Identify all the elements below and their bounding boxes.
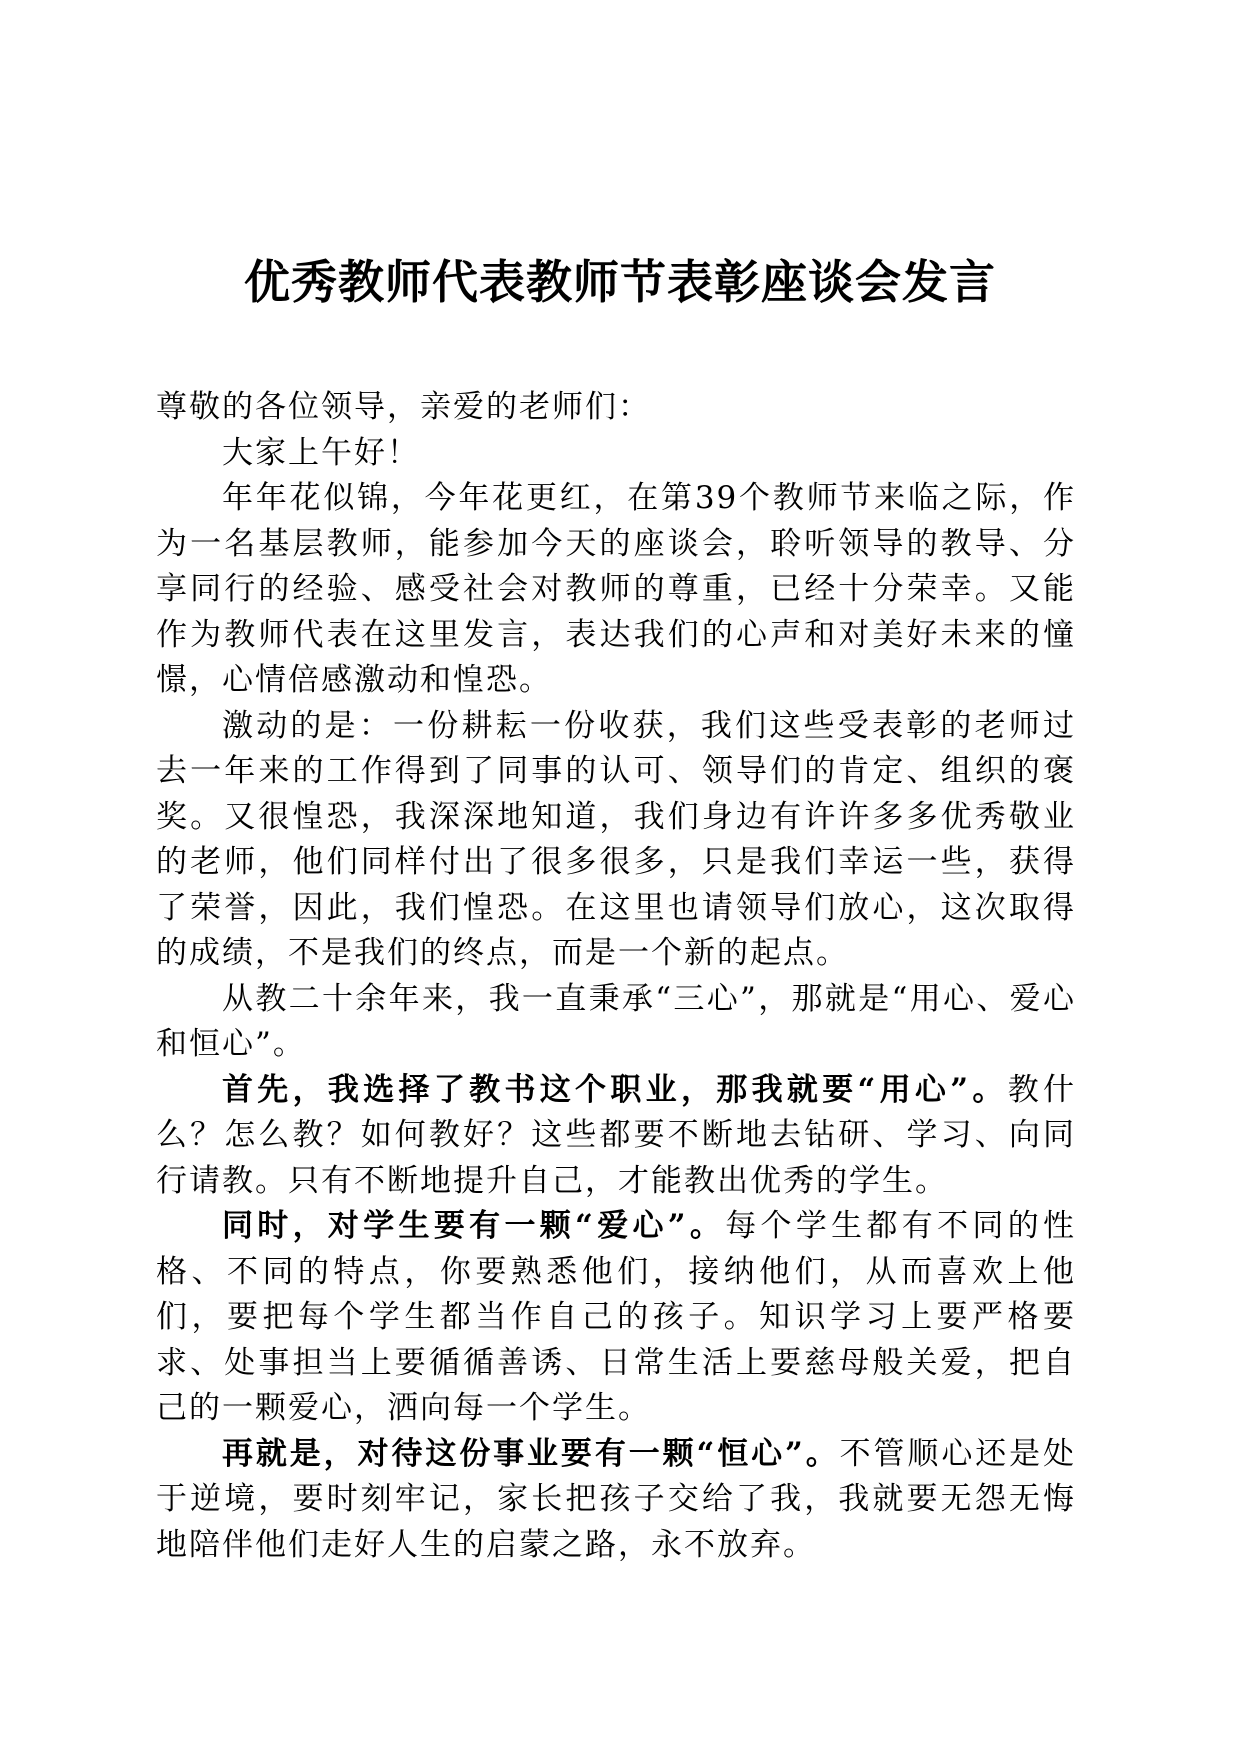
point-dedication-text: 教什么？怎么教？如何教好？这些都要不断地去钻研、学习、向同行请教。只有不断地提升自己，才能教出优秀的学生。 [156,1071,1076,1199]
point-love [156,1204,1076,1432]
point-perseverance [156,1432,1076,1569]
paragraph-three-hearts: 从教二十余年来，我一直秉承“三心”，那就是“用心、爱心和恒心”。 [156,980,1076,1062]
document-title: 优秀教师代表教师节表彰座谈会发言 [244,255,996,309]
point-perseverance-lead: 再就是，对待这份事业要有一颗“恒心”。 [222,1435,840,1472]
point-perseverance-text: 不管顺心还是处于逆境，要时刻牢记，家长把孩子交给了我，我就要无怨无悔地陪伴他们走好人生的启蒙之路，永不放弃。 [156,1435,1076,1563]
point-love-lead: 同时，对学生要有一颗“爱心”。 [222,1208,726,1244]
point-dedication [156,1068,1076,1205]
document-body [156,385,1076,1568]
point-love-text: 每个学生都有不同的性格、不同的特点，你要熟悉他们，接纳他们，从而喜欢上他们，要把每个学生都当作自己的孩子。知识学习上要严格要求、处事担当上要循循善诱、日常生活上要慈母般关爱，把自己的一颗爱心，洒向每一个学生。 [156,1208,1076,1426]
greeting: 大家上午好！ [222,434,420,471]
salutation: 尊敬的各位领导，亲爱的老师们： [156,389,651,425]
paragraph-opening: 年年花似锦，今年花更红，在第39个教师节来临之际，作为一名基层教师，能参加今天的座谈会，聆听领导的教导、分享同行的经验、感受社会对教师的尊重，已经十分荣幸。又能作为教师代表在这里发言，表达我们的心声和对美好未来的憧憬，心情倍感激动和惶恐。 [156,480,1076,698]
point-dedication-lead: 首先，我选择了教书这个职业，那我就要“用心”。 [222,1071,1008,1108]
paragraph-gratitude: 激动的是：一份耕耘一份收获，我们这些受表彰的老师过去一年来的工作得到了同事的认可、领导们的肯定、组织的褒奖。又很惶恐，我深深地知道，我们身边有许许多多优秀敬业的老师，他们同样付出了很多很多，只是我们幸运一些，获得了荣誉，因此，我们惶恐。在这里也请领导们放心，这次取得的成绩，不是我们的终点，而是一个新的起点。 [156,707,1076,971]
